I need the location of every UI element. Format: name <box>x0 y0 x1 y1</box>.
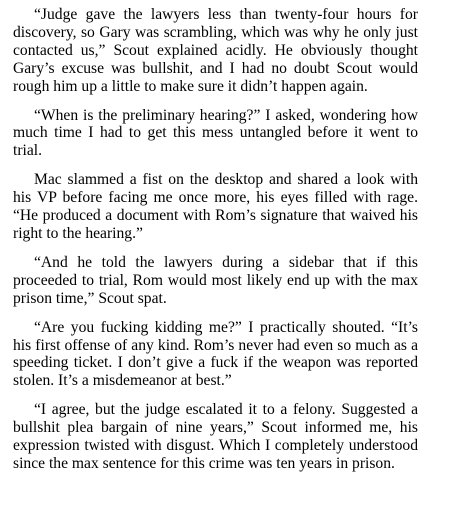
document-page <box>13 6 418 484</box>
paragraph-2: “When is the preliminary hearing?” I asked, wondering how much time I had to get this mess untangled before it went to trial. <box>13 106 418 160</box>
paragraph-3: Mac slammed a fist on the desktop and shared a look with his VP before facing me once more, his eyes filled with rage. “He produced a document with Rom’s signature that waived his right to the hearing.” <box>13 171 418 242</box>
paragraph-5: “Are you fucking kidding me?” I practically shouted. “It’s his first offense of any kind. Rom’s never had even so much as a speeding ticket. I don’t give a fuck if the weapon was reported stolen. It’s a misdemeanor at best.” <box>13 318 418 390</box>
paragraph-1: “Judge gave the lawyers less than twenty-four hours for discovery, so Gary was scrambling, which was why he only just contacted us,” Scout explained acidly. He obviously thought Gary’s excuse was bullshit, and I had no doubt Scout would rough him up a little to make sure it didn’t happen again. <box>13 6 418 95</box>
paragraph-6: “I agree, but the judge escalated it to a felony. Suggested a bullshit plea bargain of nine years,” Scout informed me, his expression twisted with disgust. Which I completely understood since the max sentence for this crime was ten years in prison. <box>13 401 418 472</box>
paragraph-4: “And he told the lawyers during a sidebar that if this proceeded to trial, Rom would most likely end up with the max prison time,” Scout spat. <box>13 253 418 307</box>
